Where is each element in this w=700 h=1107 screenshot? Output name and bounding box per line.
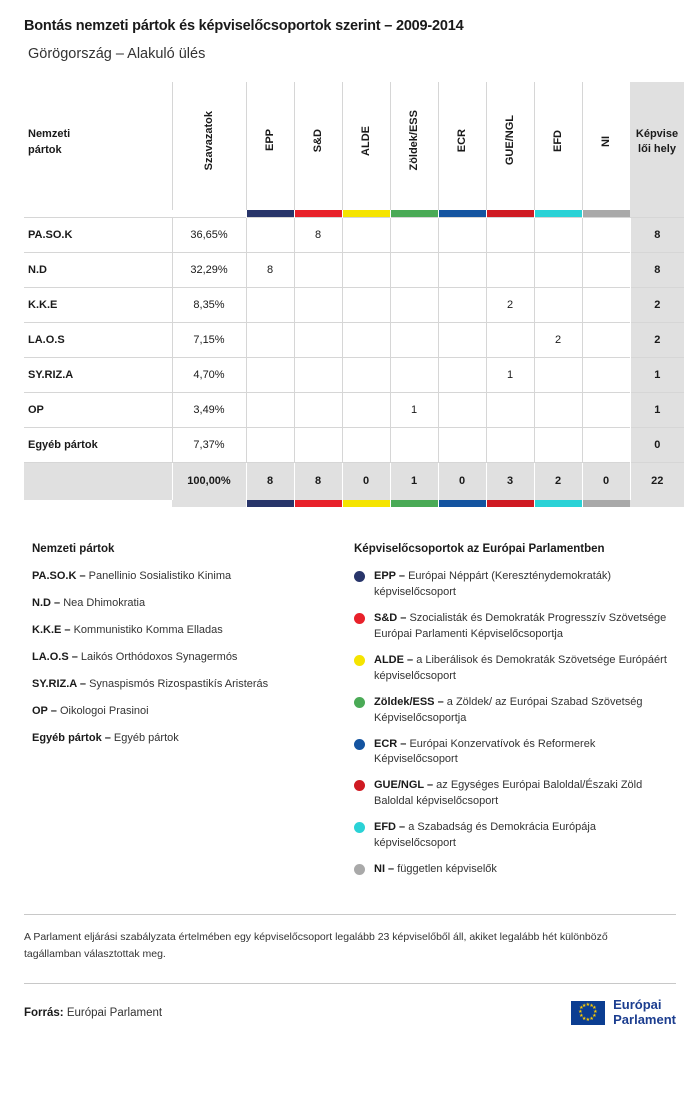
ep-logo-line1: Európai — [613, 996, 662, 1012]
row-cell-s-d — [294, 357, 342, 392]
row-cell-gue-ngl — [486, 322, 534, 357]
colorbar-gue-ngl — [486, 210, 534, 217]
row-party-name: N.D — [24, 252, 172, 287]
row-cell-alde — [342, 252, 390, 287]
row-cell-ni — [582, 392, 630, 427]
legend-color-dot-icon — [354, 822, 365, 833]
legend-party-item — [32, 731, 354, 747]
row-seats: 8 — [630, 252, 684, 287]
legend-party-abbr: SY.RIZ.A – — [32, 677, 86, 690]
legend-party-name: Synaspismós Rizospastikís Aristerás — [89, 677, 269, 690]
legend-group-name: Európai Konzervatívok és Reformerek Képviselőcsoport — [374, 737, 596, 766]
total-cell-epp: 8 — [246, 462, 294, 500]
colorbar-spacer — [24, 210, 172, 217]
colorbar-bottom-efd — [534, 500, 582, 507]
row-seats: 0 — [630, 427, 684, 462]
legend-group-text — [374, 778, 676, 810]
row-cell-ecr — [438, 427, 486, 462]
legend-group-name: a Zöldek/ az Európai Szabad Szövetség Képviselőcsoportja — [374, 695, 643, 724]
row-cell-s-d — [294, 392, 342, 427]
legend-group-item — [354, 653, 676, 685]
row-cell-ni — [582, 357, 630, 392]
row-cell-epp — [246, 217, 294, 252]
row-cell-s-d — [294, 287, 342, 322]
row-cell-alde — [342, 322, 390, 357]
row-seats: 8 — [630, 217, 684, 252]
row-cell-gue-ngl: 2 — [486, 287, 534, 322]
total-cell-ecr: 0 — [438, 462, 486, 500]
legend-color-dot-icon — [354, 655, 365, 666]
eu-flag-icon: ★ ★ ★ ★ ★ ★ ★ ★ ★ ★ ★ ★ — [571, 1001, 605, 1025]
row-party-name: OP — [24, 392, 172, 427]
legend-party-item — [32, 569, 354, 585]
row-cell-gue-ngl — [486, 217, 534, 252]
row-cell-z-ldek-ess — [390, 217, 438, 252]
row-cell-z-ldek-ess — [390, 322, 438, 357]
legend-party-abbr: N.D – — [32, 596, 61, 609]
row-votes: 3,49% — [172, 392, 246, 427]
colorbar-ecr — [438, 210, 486, 217]
legend-party-name: Egyéb pártok — [113, 731, 179, 744]
colorbar-bottom-epp — [246, 500, 294, 507]
row-cell-efd — [534, 217, 582, 252]
page-subtitle: Görögország – Alakuló ülés — [28, 46, 206, 62]
legend-group-name: a Liberálisok és Demokraták Szövetsége Európáért képviselőcsoport — [374, 653, 667, 682]
footnote: A Parlament eljárási szabályzata értelmében egy képviselőcsoport legalább 23 képviselőből áll, akiket legalább hét különböző tagállamban választottak meg. — [24, 931, 608, 960]
source-text — [24, 1007, 162, 1019]
legend-parties-title: Nemzeti pártok — [32, 543, 115, 555]
table-row — [24, 357, 684, 392]
row-cell-ni — [582, 252, 630, 287]
legend-color-dot-icon — [354, 739, 365, 750]
colorbar-epp — [246, 210, 294, 217]
legend-group-name: Európai Néppárt (Kereszténydemokraták) képviselőcsoport — [374, 570, 612, 598]
row-cell-alde — [342, 357, 390, 392]
table-row — [24, 427, 684, 462]
row-cell-epp — [246, 357, 294, 392]
legend-parties — [24, 543, 354, 888]
row-cell-s-d — [294, 322, 342, 357]
legend-group-abbr: EPP – — [374, 570, 405, 582]
row-cell-ecr — [438, 357, 486, 392]
ep-logo — [571, 998, 676, 1028]
total-cell-s-d: 8 — [294, 462, 342, 500]
row-cell-epp — [246, 427, 294, 462]
row-seats: 1 — [630, 357, 684, 392]
legend-color-dot-icon — [354, 864, 365, 875]
colorbar-bottom-alde — [342, 500, 390, 507]
header-group-z-ldek-ess: Zöldek/ESS — [390, 82, 438, 210]
colorbar-alde — [342, 210, 390, 217]
row-cell-gue-ngl — [486, 392, 534, 427]
table-total-row — [24, 462, 684, 500]
row-party-name: PA.SO.K — [24, 217, 172, 252]
legend-group-item — [354, 737, 676, 769]
header-group-ecr: ECR — [438, 82, 486, 210]
row-cell-alde — [342, 217, 390, 252]
group-colorbar-top — [24, 210, 684, 217]
legend-group-text — [374, 695, 676, 727]
legend-party-item — [32, 623, 354, 639]
colorbar-s-d — [294, 210, 342, 217]
colorbar-z-ldek-ess — [390, 210, 438, 217]
row-votes: 8,35% — [172, 287, 246, 322]
legend-group-text — [374, 653, 676, 685]
header-group-efd: EFD — [534, 82, 582, 210]
row-votes: 32,29% — [172, 252, 246, 287]
legend-party-abbr: K.K.E – — [32, 623, 71, 636]
legend-group-text — [374, 862, 497, 878]
legend-party-name: Panellinio Sosialistiko Kinima — [88, 570, 232, 582]
legend-color-dot-icon — [354, 613, 365, 624]
legend-group-abbr: GUE/NGL – — [374, 779, 434, 792]
legend-group-item — [354, 862, 676, 878]
legend-party-name: Oikologoi Prasinoi — [59, 704, 149, 717]
legend-party-item — [32, 650, 354, 666]
legend-party-item — [32, 596, 354, 612]
row-cell-epp — [246, 322, 294, 357]
row-cell-gue-ngl: 1 — [486, 357, 534, 392]
row-cell-epp — [246, 287, 294, 322]
legend-group-name: független képviselők — [397, 863, 497, 876]
total-cell-ni: 0 — [582, 462, 630, 500]
colorbar-bottom-seats — [630, 500, 684, 507]
row-party-name: K.K.E — [24, 287, 172, 322]
row-cell-z-ldek-ess — [390, 427, 438, 462]
legend-party-abbr: LA.O.S – — [32, 650, 78, 663]
row-cell-efd — [534, 427, 582, 462]
row-cell-gue-ngl — [486, 252, 534, 287]
legend-group-abbr: EFD – — [374, 821, 406, 834]
row-cell-ni — [582, 287, 630, 322]
table-header-row — [24, 82, 684, 210]
legend-group-abbr: ALDE – — [374, 653, 414, 666]
legend-group-abbr: Zöldek/ESS – — [374, 695, 444, 708]
legend-groups — [354, 543, 676, 888]
legend-group-item — [354, 569, 676, 601]
total-cell-z-ldek-ess: 1 — [390, 462, 438, 500]
row-votes: 4,70% — [172, 357, 246, 392]
legend-group-abbr: ECR – — [374, 737, 407, 750]
legend — [0, 507, 700, 888]
legend-color-dot-icon — [354, 780, 365, 791]
row-cell-ni — [582, 427, 630, 462]
legend-party-item — [32, 704, 354, 720]
total-cell-alde: 0 — [342, 462, 390, 500]
legend-group-text — [374, 737, 676, 769]
row-cell-s-d — [294, 427, 342, 462]
source-value: Európai Parlament — [66, 1006, 163, 1019]
legend-group-abbr: NI – — [374, 863, 395, 876]
row-cell-efd — [534, 357, 582, 392]
table-row — [24, 217, 684, 252]
total-cell-gue-ngl: 3 — [486, 462, 534, 500]
legend-group-item — [354, 611, 676, 643]
legend-party-abbr: PA.SO.K – — [32, 570, 86, 582]
legend-party-name: Laikós Orthódoxos Synagermós — [80, 650, 238, 663]
row-seats: 2 — [630, 287, 684, 322]
row-votes: 7,37% — [172, 427, 246, 462]
header-group-alde: ALDE — [342, 82, 390, 210]
page-footer — [0, 984, 700, 1046]
header-votes-col: Szavazatok — [172, 82, 246, 210]
ep-logo-text — [613, 998, 676, 1028]
legend-party-abbr: OP – — [32, 704, 57, 717]
legend-party-name: Kommunistiko Komma Elladas — [73, 623, 223, 636]
row-cell-z-ldek-ess: 1 — [390, 392, 438, 427]
row-cell-gue-ngl — [486, 427, 534, 462]
colorbar-b-spacer2 — [172, 500, 246, 507]
colorbar-spacer2 — [172, 210, 246, 217]
total-votes: 100,00% — [172, 462, 246, 500]
legend-color-dot-icon — [354, 571, 365, 582]
row-party-name: SY.RIZ.A — [24, 357, 172, 392]
row-party-name: Egyéb pártok — [24, 427, 172, 462]
colorbar-bottom-z-ldek-ess — [390, 500, 438, 507]
table-row — [24, 392, 684, 427]
colorbar-b-spacer — [24, 500, 172, 507]
legend-color-dot-icon — [354, 697, 365, 708]
table-row — [24, 322, 684, 357]
row-cell-z-ldek-ess — [390, 287, 438, 322]
row-cell-efd — [534, 252, 582, 287]
row-party-name: LA.O.S — [24, 322, 172, 357]
total-cell-efd: 2 — [534, 462, 582, 500]
row-cell-ecr — [438, 287, 486, 322]
row-votes: 7,15% — [172, 322, 246, 357]
header-group-gue-ngl: GUE/NGL — [486, 82, 534, 210]
row-cell-ni — [582, 217, 630, 252]
legend-party-item — [32, 677, 354, 693]
row-cell-ecr — [438, 252, 486, 287]
colorbar-bottom-ecr — [438, 500, 486, 507]
legend-group-item — [354, 820, 676, 852]
legend-group-name: a Szabadság és Demokrácia Európája képviselőcsoport — [374, 821, 596, 850]
source-label: Forrás: — [24, 1006, 64, 1019]
header-party-col: Nemzeti pártok — [28, 127, 71, 156]
legend-group-name: az Egységes Európai Baloldal/Északi Zöld Baloldal képviselőcsoport — [374, 779, 643, 808]
row-seats: 2 — [630, 322, 684, 357]
legend-group-text — [374, 820, 676, 852]
total-label — [24, 462, 172, 500]
row-cell-s-d: 8 — [294, 217, 342, 252]
row-cell-efd — [534, 287, 582, 322]
row-seats: 1 — [630, 392, 684, 427]
legend-group-text — [374, 611, 676, 643]
total-seats: 22 — [630, 462, 684, 500]
row-cell-alde — [342, 427, 390, 462]
header-group-s-d: S&D — [294, 82, 342, 210]
legend-group-abbr: S&D – — [374, 611, 407, 624]
row-cell-s-d — [294, 252, 342, 287]
header-seats-col: Képvise lői hely — [630, 82, 684, 210]
legend-party-name: Nea Dhimokratia — [63, 596, 146, 609]
row-cell-efd — [534, 392, 582, 427]
legend-group-name: Szocialisták és Demokraták Progresszív Szövetsége Európai Parlamenti Képviselőcsoportja — [374, 611, 667, 640]
row-cell-ecr — [438, 392, 486, 427]
colorbar-bottom-s-d — [294, 500, 342, 507]
header-group-epp: EPP — [246, 82, 294, 210]
row-cell-epp: 8 — [246, 252, 294, 287]
row-cell-alde — [342, 287, 390, 322]
row-cell-alde — [342, 392, 390, 427]
row-cell-ni — [582, 322, 630, 357]
row-cell-epp — [246, 392, 294, 427]
page-header — [0, 0, 700, 62]
legend-group-text — [374, 569, 676, 601]
ep-logo-line2: Parlament — [613, 1011, 676, 1027]
table-row — [24, 252, 684, 287]
row-votes: 36,65% — [172, 217, 246, 252]
colorbar-ni — [582, 210, 630, 217]
table-row — [24, 287, 684, 322]
colorbar-seats — [630, 210, 684, 217]
row-cell-ecr — [438, 217, 486, 252]
page-title: Bontás nemzeti pártok és képviselőcsoportok szerint – 2009-2014 — [24, 18, 464, 34]
row-cell-efd: 2 — [534, 322, 582, 357]
colorbar-bottom-gue-ngl — [486, 500, 534, 507]
legend-group-item — [354, 778, 676, 810]
legend-party-abbr: Egyéb pártok – — [32, 731, 111, 744]
results-table — [24, 82, 684, 507]
colorbar-bottom-ni — [582, 500, 630, 507]
results-table-wrap — [0, 82, 700, 507]
row-cell-z-ldek-ess — [390, 252, 438, 287]
group-colorbar-bottom — [24, 500, 684, 507]
header-group-ni: NI — [582, 82, 630, 210]
colorbar-efd — [534, 210, 582, 217]
row-cell-z-ldek-ess — [390, 357, 438, 392]
row-cell-ecr — [438, 322, 486, 357]
legend-group-item — [354, 695, 676, 727]
legend-groups-title: Képviselőcsoportok az Európai Parlamentben — [354, 543, 605, 555]
